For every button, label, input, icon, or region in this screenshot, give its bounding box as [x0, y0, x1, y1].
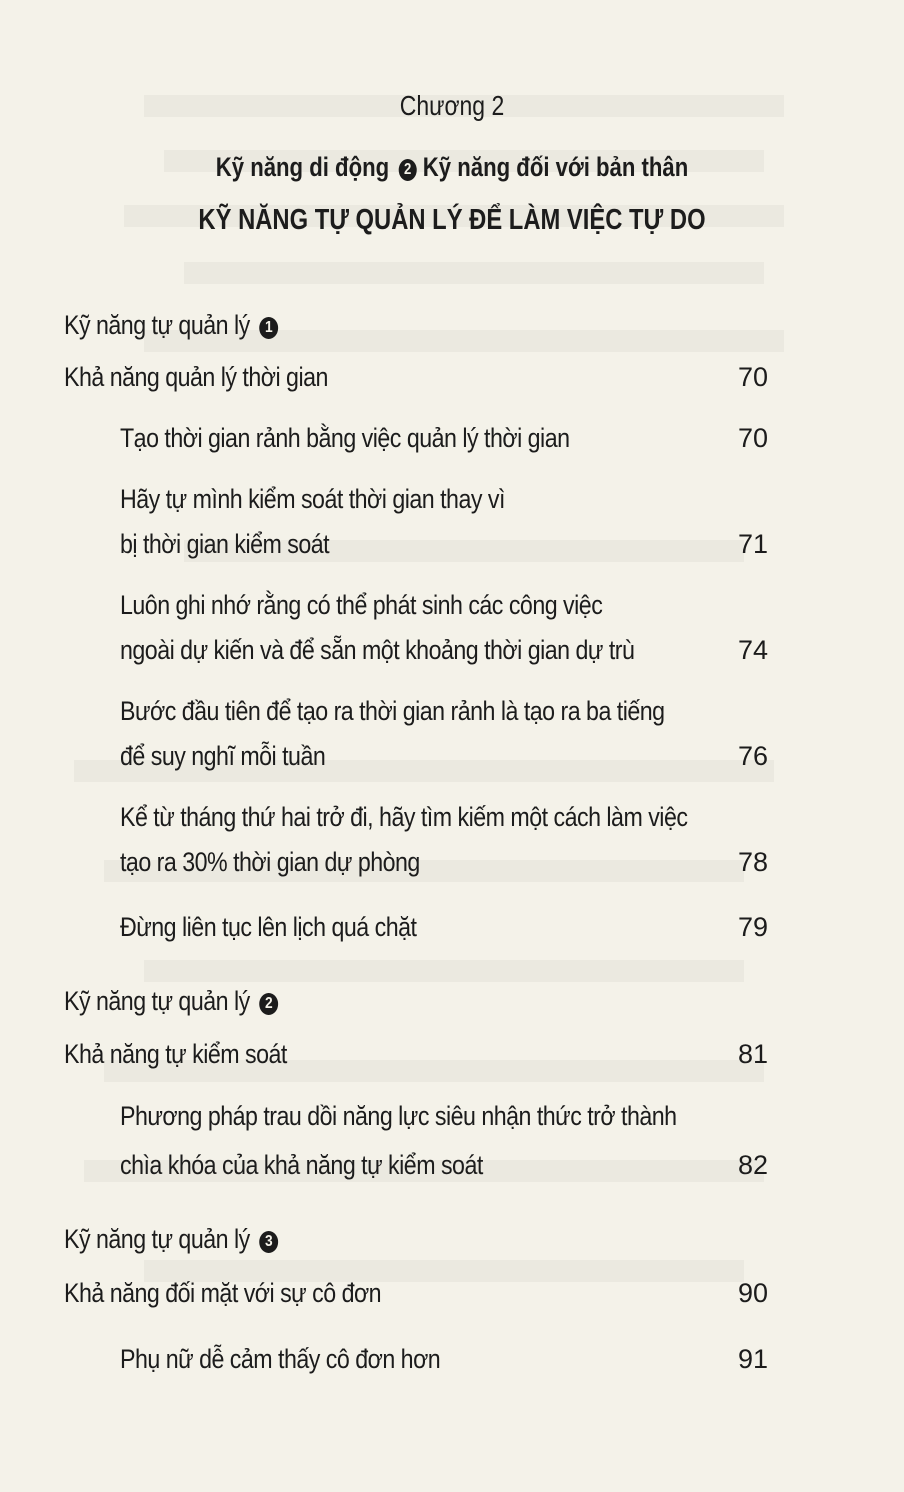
toc-heading[interactable]: Khả năng tự kiểm soát [64, 1039, 287, 1069]
page-number: 90 [737, 1278, 768, 1308]
toc-entry-continued[interactable]: để suy nghĩ mỗi tuần [120, 741, 326, 771]
section-number-badge: 2 [259, 993, 278, 1015]
toc-entry-continued[interactable]: chìa khóa của khả năng tự kiểm soát [120, 1150, 483, 1180]
toc-entry-continued[interactable]: tạo ra 30% thời gian dự phòng [120, 847, 420, 877]
subtitle-suffix: Kỹ năng đối với bản thân [422, 152, 689, 182]
toc-entry[interactable]: Luôn ghi nhớ rằng có thể phát sinh các công việc [120, 590, 603, 620]
page-number: 70 [737, 362, 768, 392]
toc-entry[interactable]: Đừng liên tục lên lịch quá chặt [120, 912, 417, 942]
section-label [64, 1224, 278, 1255]
section-label-text: Kỹ năng tự quản lý [64, 1224, 250, 1254]
section-number-badge: 1 [259, 317, 278, 339]
toc-entry[interactable]: Phương pháp trau dồi năng lực siêu nhận thức trở thành [120, 1101, 677, 1131]
chapter-title: KỸ NĂNG TỰ QUẢN LÝ ĐỂ LÀM VIỆC TỰ DO [198, 204, 706, 236]
section-number-badge: 3 [259, 1231, 278, 1253]
chapter-subtitle [81, 152, 822, 183]
page-number: 74 [737, 635, 768, 665]
toc-entry[interactable]: Bước đầu tiên để tạo ra thời gian rảnh là tạo ra ba tiếng [120, 696, 665, 726]
page-number: 76 [737, 741, 768, 771]
subtitle-prefix: Kỹ năng di động [215, 152, 390, 182]
chapter-label: Chương 2 [399, 90, 505, 121]
section-label-text: Kỹ năng tự quản lý [64, 310, 250, 340]
toc-heading[interactable]: Khả năng đối mặt với sự cô đơn [64, 1278, 382, 1308]
toc-entry[interactable]: Hãy tự mình kiểm soát thời gian thay vì [120, 484, 505, 514]
toc-entry[interactable]: Kể từ tháng thứ hai trở đi, hãy tìm kiếm một cách làm việc [120, 802, 688, 832]
page-number: 71 [737, 529, 768, 559]
page-number: 82 [737, 1150, 768, 1180]
toc-entry-continued[interactable]: bị thời gian kiểm soát [120, 529, 330, 559]
toc-entry-continued[interactable]: ngoài dự kiến và để sẵn một khoảng thời gian dự trù [120, 635, 635, 665]
toc-entry[interactable]: Tạo thời gian rảnh bằng việc quản lý thời gian [120, 423, 570, 453]
toc-heading[interactable]: Khả năng quản lý thời gian [64, 362, 328, 392]
page-number: 81 [737, 1039, 768, 1069]
subtitle-number-badge: 2 [399, 159, 417, 181]
page-number: 78 [737, 847, 768, 877]
page-number: 70 [737, 423, 768, 453]
section-label [64, 986, 278, 1017]
section-label [64, 310, 278, 341]
page-number: 79 [737, 912, 768, 942]
section-label-text: Kỹ năng tự quản lý [64, 986, 250, 1016]
page-number: 91 [737, 1344, 768, 1374]
toc-entry[interactable]: Phụ nữ dễ cảm thấy cô đơn hơn [120, 1344, 441, 1374]
